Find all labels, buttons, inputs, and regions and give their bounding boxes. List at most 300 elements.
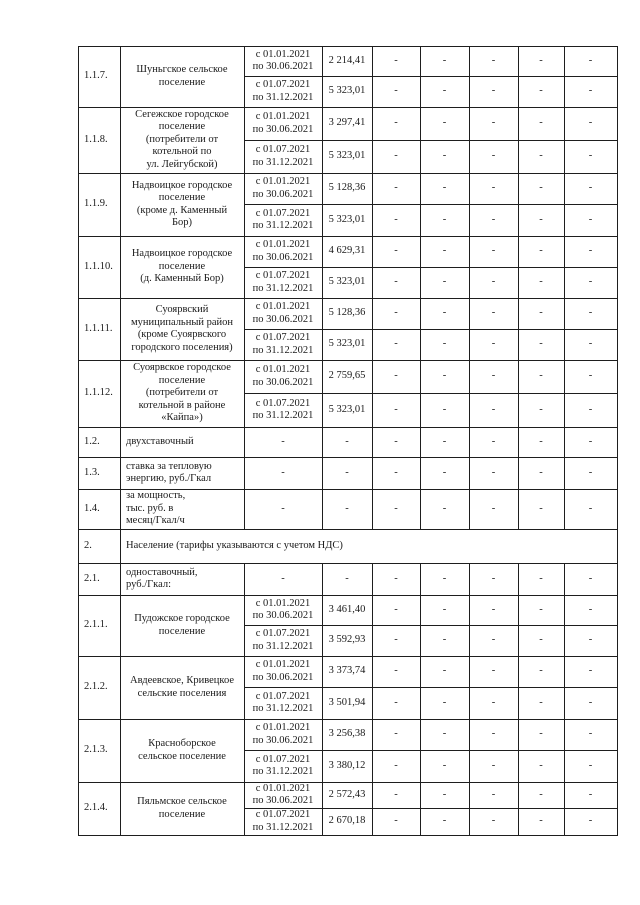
table-rule bbox=[372, 298, 373, 330]
empty-value: - bbox=[491, 245, 496, 257]
period-cell: с 01.07.2021 по 31.12.2021 bbox=[252, 79, 314, 103]
row-name: за мощность, тыс. руб. в месяц/Гкал/ч bbox=[126, 490, 186, 527]
empty-value: - bbox=[442, 245, 447, 257]
table-rule bbox=[518, 76, 519, 108]
empty-value: - bbox=[539, 696, 543, 708]
empty-value: - bbox=[539, 466, 543, 478]
tariff-value: 5 323,01 bbox=[328, 403, 366, 415]
empty-value: - bbox=[442, 759, 447, 771]
tariff-value: 5 323,01 bbox=[328, 276, 366, 288]
table-rule bbox=[244, 236, 245, 268]
period-cell: с 01.01.2021 по 30.06.2021 bbox=[252, 48, 314, 72]
table-rule bbox=[372, 140, 373, 174]
table-rule bbox=[420, 782, 421, 809]
empty-value: - bbox=[588, 696, 593, 708]
table-rule bbox=[518, 808, 519, 836]
table-rule bbox=[564, 625, 565, 657]
table-rule bbox=[518, 750, 519, 783]
empty-value: - bbox=[539, 307, 543, 319]
table-rule bbox=[518, 427, 519, 458]
table-rule bbox=[372, 360, 373, 394]
table-rule bbox=[78, 173, 79, 237]
table-rule bbox=[322, 76, 323, 108]
table-rule bbox=[244, 267, 245, 299]
empty-value: - bbox=[539, 815, 543, 827]
row-number: 2.1.2. bbox=[84, 681, 108, 693]
table-rule bbox=[564, 687, 565, 720]
tariff-value: 5 323,01 bbox=[328, 150, 366, 162]
period-cell: с 01.01.2021 по 30.06.2021 bbox=[252, 301, 314, 325]
row-number: 2. bbox=[84, 539, 92, 551]
row-name: Шуньгское сельское поселение bbox=[136, 64, 228, 88]
empty-value: - bbox=[491, 502, 496, 514]
empty-value: - bbox=[539, 54, 543, 66]
table-rule bbox=[372, 393, 373, 428]
table-rule bbox=[469, 687, 470, 720]
empty-value: - bbox=[491, 54, 496, 66]
table-rule bbox=[469, 76, 470, 108]
table-rule bbox=[372, 173, 373, 205]
table-rule bbox=[244, 563, 245, 596]
empty-value: - bbox=[588, 182, 593, 194]
table-rule bbox=[564, 298, 565, 330]
table-rule bbox=[322, 595, 323, 626]
empty-value: - bbox=[394, 665, 398, 677]
table-rule bbox=[244, 457, 245, 490]
empty-value: - bbox=[491, 435, 496, 447]
table-rule bbox=[244, 687, 245, 720]
empty-value: - bbox=[442, 788, 447, 800]
empty-value: - bbox=[394, 728, 398, 740]
table-rule bbox=[564, 563, 565, 596]
table-rule bbox=[322, 46, 323, 77]
tariff-value: 5 128,36 bbox=[328, 182, 366, 194]
empty-value: - bbox=[491, 466, 496, 478]
empty-value: - bbox=[442, 728, 447, 740]
period-cell: с 01.07.2021 по 31.12.2021 bbox=[252, 753, 314, 777]
empty-value: - bbox=[394, 435, 398, 447]
table-rule bbox=[372, 808, 373, 836]
empty-value: - bbox=[588, 788, 593, 800]
table-rule bbox=[322, 750, 323, 783]
table-rule bbox=[372, 656, 373, 688]
table-rule bbox=[78, 563, 79, 596]
empty-value: - bbox=[442, 466, 447, 478]
table-rule bbox=[518, 360, 519, 394]
tariff-value: 2 670,18 bbox=[328, 815, 366, 827]
tariff-value: - bbox=[345, 502, 349, 514]
empty-value: - bbox=[442, 213, 447, 225]
tariff-value: - bbox=[345, 466, 349, 478]
table-rule bbox=[78, 457, 79, 490]
empty-value: - bbox=[588, 728, 593, 740]
table-rule bbox=[420, 750, 421, 783]
table-rule bbox=[244, 750, 245, 783]
table-rule bbox=[372, 236, 373, 268]
empty-value: - bbox=[491, 276, 496, 288]
empty-value: - bbox=[588, 403, 593, 415]
empty-value: - bbox=[588, 502, 593, 514]
empty-value: - bbox=[394, 338, 398, 350]
row-name: Пудожское городское поселение bbox=[134, 613, 230, 637]
table-rule bbox=[420, 427, 421, 458]
period-cell: с 01.07.2021 по 31.12.2021 bbox=[252, 144, 314, 168]
row-number: 1.1.11. bbox=[84, 322, 113, 334]
empty-value: - bbox=[539, 665, 543, 677]
row-number: 1.1.8. bbox=[84, 133, 108, 145]
empty-value: - bbox=[491, 338, 496, 350]
empty-value: - bbox=[491, 117, 496, 129]
tariff-value: 3 373,74 bbox=[328, 665, 366, 677]
table-rule bbox=[518, 140, 519, 174]
table-rule bbox=[244, 76, 245, 108]
empty-value: - bbox=[442, 572, 447, 584]
table-rule bbox=[244, 656, 245, 688]
table-rule bbox=[469, 46, 470, 77]
row-name: Красноборское сельское поселение bbox=[138, 738, 226, 762]
table-rule bbox=[564, 719, 565, 751]
empty-value: - bbox=[491, 696, 496, 708]
table-rule bbox=[564, 267, 565, 299]
table-rule bbox=[322, 563, 323, 596]
empty-value: - bbox=[539, 759, 543, 771]
empty-value: - bbox=[442, 665, 447, 677]
empty-value: - bbox=[539, 403, 543, 415]
tariff-value: 3 461,40 bbox=[328, 603, 366, 615]
table-rule bbox=[564, 808, 565, 836]
period-cell: с 01.01.2021 по 30.06.2021 bbox=[252, 364, 314, 388]
table-rule bbox=[78, 46, 79, 108]
table-rule bbox=[420, 329, 421, 361]
table-rule bbox=[518, 329, 519, 361]
period-cell: с 01.07.2021 по 31.12.2021 bbox=[252, 397, 314, 421]
table-rule bbox=[372, 76, 373, 108]
table-rule bbox=[372, 595, 373, 626]
empty-value: - bbox=[539, 117, 543, 129]
empty-value: - bbox=[588, 634, 593, 646]
row-number: 2.1. bbox=[84, 572, 100, 584]
table-rule bbox=[564, 782, 565, 809]
table-rule bbox=[518, 204, 519, 237]
empty-value: - bbox=[394, 603, 398, 615]
empty-value: - bbox=[394, 466, 398, 478]
empty-value: - bbox=[588, 213, 593, 225]
table-rule bbox=[518, 563, 519, 596]
table-rule bbox=[420, 687, 421, 720]
empty-value: - bbox=[394, 307, 398, 319]
table-rule bbox=[78, 595, 79, 657]
table-rule bbox=[372, 687, 373, 720]
table-rule bbox=[518, 489, 519, 530]
period-cell: с 01.07.2021 по 31.12.2021 bbox=[252, 628, 314, 652]
period-cell: с 01.01.2021 по 30.06.2021 bbox=[252, 239, 314, 263]
empty-value: - bbox=[394, 696, 398, 708]
table-rule bbox=[322, 329, 323, 361]
table-rule bbox=[420, 267, 421, 299]
table-rule bbox=[78, 236, 79, 299]
table-rule bbox=[244, 140, 245, 174]
row-name: Суоярвское городское поселение (потребители от котельной в районе «Кайпа») bbox=[133, 362, 231, 424]
table-rule bbox=[564, 76, 565, 108]
table-rule bbox=[322, 298, 323, 330]
tariff-value: 2 572,43 bbox=[328, 788, 366, 800]
empty-value: - bbox=[442, 696, 447, 708]
table-rule bbox=[469, 298, 470, 330]
table-rule bbox=[564, 457, 565, 490]
empty-value: - bbox=[394, 276, 398, 288]
table-rule bbox=[372, 489, 373, 530]
empty-value: - bbox=[491, 815, 496, 827]
row-number: 1.1.10. bbox=[84, 260, 113, 272]
empty-value: - bbox=[442, 435, 447, 447]
table-rule bbox=[78, 298, 79, 361]
table-rule bbox=[469, 140, 470, 174]
table-rule bbox=[469, 489, 470, 530]
row-number: 1.2. bbox=[84, 435, 100, 447]
table-rule bbox=[244, 298, 245, 330]
table-rule bbox=[564, 393, 565, 428]
empty-value: - bbox=[588, 815, 593, 827]
row-name: Надвоицкое городское поселение (кроме д. Каменный Бор) bbox=[131, 179, 233, 228]
table-rule bbox=[322, 808, 323, 836]
row-number: 1.1.12. bbox=[84, 387, 113, 399]
empty-value: - bbox=[539, 338, 543, 350]
empty-value: - bbox=[588, 370, 593, 382]
empty-value: - bbox=[539, 634, 543, 646]
table-rule bbox=[564, 329, 565, 361]
table-rule bbox=[469, 267, 470, 299]
empty-value: - bbox=[442, 634, 447, 646]
empty-value: - bbox=[442, 403, 447, 415]
table-rule bbox=[518, 595, 519, 626]
table-rule bbox=[518, 656, 519, 688]
row-name: Пяльмское сельское поселение bbox=[137, 796, 227, 820]
table-rule bbox=[420, 808, 421, 836]
empty-value: - bbox=[394, 403, 398, 415]
empty-value: - bbox=[491, 788, 496, 800]
row-number: 1.1.7. bbox=[84, 70, 108, 82]
table-rule bbox=[518, 393, 519, 428]
table-rule bbox=[322, 489, 323, 530]
table-rule bbox=[469, 719, 470, 751]
table-rule bbox=[564, 107, 565, 141]
empty-value: - bbox=[491, 634, 496, 646]
period-cell: с 01.07.2021 по 31.12.2021 bbox=[252, 207, 314, 231]
table-rule bbox=[322, 360, 323, 394]
table-rule bbox=[372, 427, 373, 458]
table-rule bbox=[518, 46, 519, 77]
empty-value: - bbox=[394, 634, 398, 646]
table-rule bbox=[518, 298, 519, 330]
table-rule bbox=[322, 267, 323, 299]
empty-value: - bbox=[442, 603, 447, 615]
period-cell: с 01.07.2021 по 31.12.2021 bbox=[252, 809, 314, 833]
table-rule bbox=[469, 393, 470, 428]
table-rule bbox=[469, 107, 470, 141]
table-rule bbox=[244, 782, 245, 809]
period-cell: с 01.01.2021 по 30.06.2021 bbox=[252, 722, 314, 746]
table-rule bbox=[372, 329, 373, 361]
table-rule bbox=[78, 782, 79, 836]
table-rule bbox=[420, 719, 421, 751]
section-heading: Население (тарифы указываются с учетом НДС) bbox=[126, 539, 343, 551]
empty-value: - bbox=[539, 245, 543, 257]
table-rule bbox=[372, 563, 373, 596]
table-rule bbox=[244, 808, 245, 836]
row-name: Авдеевское, Кривецкое сельские поселения bbox=[129, 675, 234, 699]
row-name: Надвоицкое городское поселение (д. Каменный Бор) bbox=[131, 248, 233, 285]
period-cell: с 01.07.2021 по 31.12.2021 bbox=[252, 332, 314, 356]
table-rule bbox=[322, 173, 323, 205]
empty-value: - bbox=[394, 815, 398, 827]
table-rule bbox=[564, 360, 565, 394]
table-rule bbox=[322, 107, 323, 141]
empty-value: - bbox=[588, 466, 593, 478]
tariff-value: 3 297,41 bbox=[328, 117, 366, 129]
table-rule bbox=[518, 457, 519, 490]
table-rule bbox=[469, 625, 470, 657]
period-cell: - bbox=[281, 502, 285, 514]
table-rule bbox=[420, 656, 421, 688]
empty-value: - bbox=[394, 213, 398, 225]
table-rule bbox=[322, 457, 323, 490]
period-cell: - bbox=[281, 466, 285, 478]
tariff-value: 5 323,01 bbox=[328, 85, 366, 97]
tariff-value: 3 592,93 bbox=[328, 634, 366, 646]
table-rule bbox=[78, 529, 79, 564]
empty-value: - bbox=[491, 370, 496, 382]
tariff-value: - bbox=[345, 572, 349, 584]
table-rule bbox=[469, 563, 470, 596]
empty-value: - bbox=[394, 245, 398, 257]
tariff-value: 3 380,12 bbox=[328, 759, 366, 771]
table-rule bbox=[372, 750, 373, 783]
empty-value: - bbox=[442, 276, 447, 288]
table-rule bbox=[518, 107, 519, 141]
table-rule bbox=[469, 360, 470, 394]
period-cell: с 01.01.2021 по 30.06.2021 bbox=[252, 659, 314, 683]
empty-value: - bbox=[588, 338, 593, 350]
empty-value: - bbox=[491, 603, 496, 615]
period-cell: с 01.01.2021 по 30.06.2021 bbox=[252, 782, 314, 806]
empty-value: - bbox=[491, 213, 496, 225]
empty-value: - bbox=[588, 117, 593, 129]
table-rule bbox=[564, 595, 565, 626]
table-rule bbox=[372, 457, 373, 490]
empty-value: - bbox=[539, 85, 543, 97]
table-rule bbox=[469, 457, 470, 490]
period-cell: - bbox=[281, 572, 285, 584]
table-rule bbox=[244, 204, 245, 237]
table-rule bbox=[420, 107, 421, 141]
table-rule bbox=[564, 46, 565, 77]
table-rule bbox=[322, 236, 323, 268]
table-rule bbox=[244, 625, 245, 657]
empty-value: - bbox=[394, 54, 398, 66]
table-rule bbox=[518, 173, 519, 205]
empty-value: - bbox=[491, 150, 496, 162]
empty-value: - bbox=[539, 182, 543, 194]
table-rule bbox=[518, 687, 519, 720]
table-rule bbox=[244, 107, 245, 141]
table-rule bbox=[78, 360, 79, 428]
empty-value: - bbox=[588, 54, 593, 66]
empty-value: - bbox=[588, 435, 593, 447]
period-cell: с 01.07.2021 по 31.12.2021 bbox=[252, 270, 314, 294]
row-number: 2.1.4. bbox=[84, 802, 108, 814]
empty-value: - bbox=[588, 759, 593, 771]
table-rule bbox=[518, 625, 519, 657]
table-rule bbox=[420, 489, 421, 530]
tariff-value: 4 629,31 bbox=[328, 245, 366, 257]
table-rule bbox=[469, 427, 470, 458]
table-rule bbox=[322, 427, 323, 458]
table-rule bbox=[469, 329, 470, 361]
table-rule bbox=[564, 173, 565, 205]
empty-value: - bbox=[491, 85, 496, 97]
table-rule bbox=[420, 173, 421, 205]
empty-value: - bbox=[394, 759, 398, 771]
table-rule bbox=[420, 625, 421, 657]
empty-value: - bbox=[539, 370, 543, 382]
table-rule bbox=[244, 489, 245, 530]
empty-value: - bbox=[491, 759, 496, 771]
tariff-value: 5 128,36 bbox=[328, 307, 366, 319]
table-rule bbox=[420, 393, 421, 428]
table-rule bbox=[372, 107, 373, 141]
table-rule bbox=[518, 719, 519, 751]
table-rule bbox=[372, 267, 373, 299]
tariff-value: - bbox=[345, 435, 349, 447]
table-rule bbox=[244, 46, 245, 77]
table-rule bbox=[564, 236, 565, 268]
empty-value: - bbox=[539, 276, 543, 288]
tariff-value: 3 501,94 bbox=[328, 696, 366, 708]
table-rule bbox=[244, 329, 245, 361]
empty-value: - bbox=[394, 182, 398, 194]
table-rule bbox=[420, 76, 421, 108]
table-rule bbox=[469, 656, 470, 688]
period-cell: с 01.01.2021 по 30.06.2021 bbox=[252, 597, 314, 621]
empty-value: - bbox=[588, 276, 593, 288]
table-rule bbox=[372, 46, 373, 77]
empty-value: - bbox=[394, 150, 398, 162]
table-rule bbox=[322, 204, 323, 237]
table-rule bbox=[322, 687, 323, 720]
table-rule bbox=[372, 625, 373, 657]
empty-value: - bbox=[539, 435, 543, 447]
row-number: 1.1.9. bbox=[84, 198, 108, 210]
table-rule bbox=[469, 204, 470, 237]
row-name: одноставочный, руб./Гкал: bbox=[126, 566, 198, 590]
empty-value: - bbox=[539, 150, 543, 162]
table-rule bbox=[564, 204, 565, 237]
table-rule bbox=[564, 140, 565, 174]
empty-value: - bbox=[588, 572, 593, 584]
empty-value: - bbox=[491, 307, 496, 319]
table-rule bbox=[420, 360, 421, 394]
empty-value: - bbox=[394, 502, 398, 514]
table-rule bbox=[420, 595, 421, 626]
table-rule bbox=[420, 46, 421, 77]
table-rule bbox=[244, 393, 245, 428]
table-rule bbox=[372, 719, 373, 751]
empty-value: - bbox=[394, 85, 398, 97]
table-rule bbox=[78, 656, 79, 720]
empty-value: - bbox=[539, 502, 543, 514]
row-number: 2.1.1. bbox=[84, 619, 108, 631]
empty-value: - bbox=[588, 245, 593, 257]
